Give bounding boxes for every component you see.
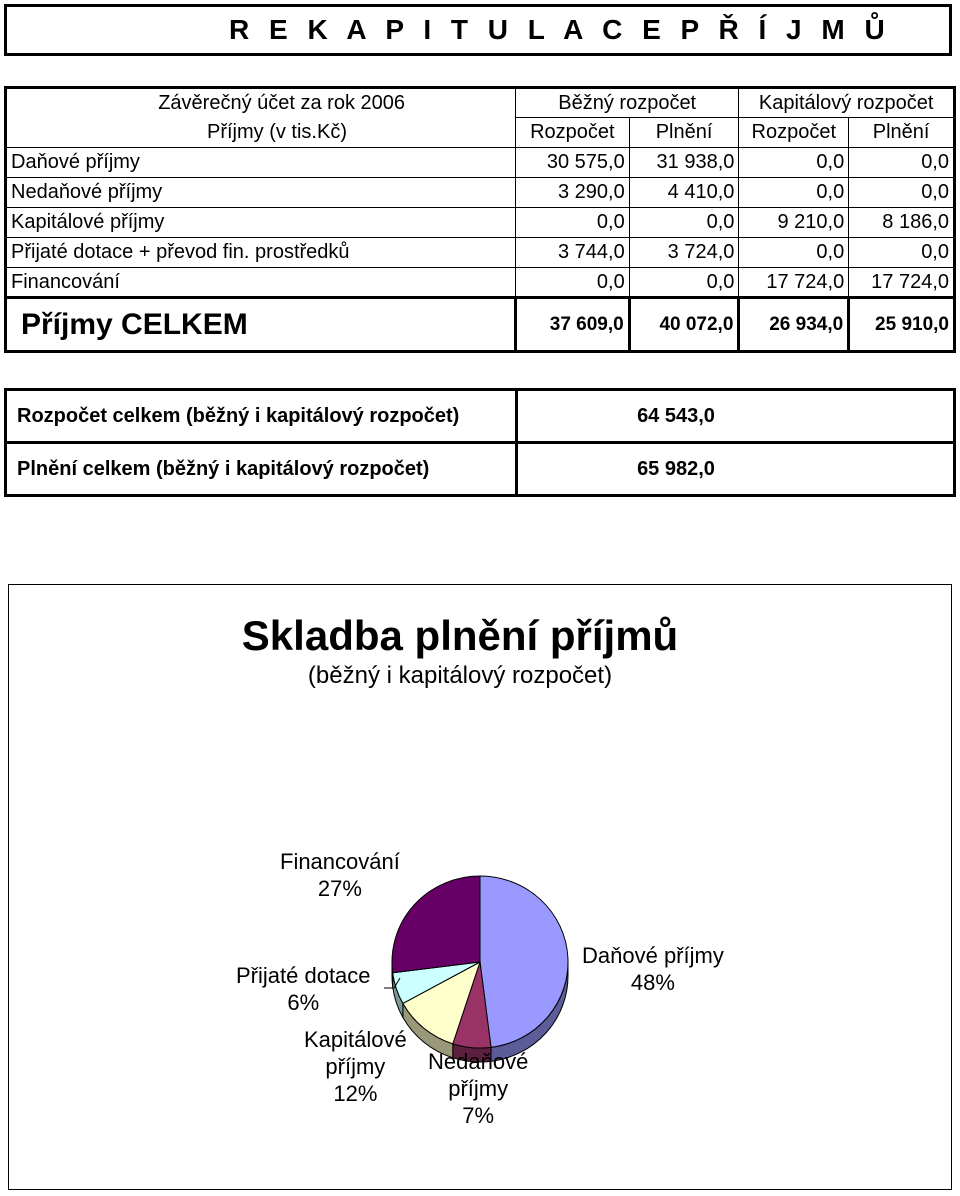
pie-label-text: Financování: [280, 849, 400, 874]
pie-label-percent: 27%: [317, 876, 362, 901]
total-value: 25 910,0: [849, 298, 955, 352]
col-plneni-kapitalovy: Plnění: [849, 118, 955, 148]
col-rozpocet-kapitalovy: Rozpočet: [739, 118, 849, 148]
cell-value: 0,0: [516, 268, 630, 298]
col-plneni-bezny: Plnění: [629, 118, 739, 148]
pie-label-text: Kapitálové: [304, 1027, 407, 1052]
cell-value: 0,0: [629, 208, 739, 238]
pie-label-text: Daňové příjmy: [582, 943, 724, 968]
header-bezny-rozpocet: Běžný rozpočet: [516, 88, 739, 118]
total-value: 37 609,0: [516, 298, 630, 352]
pie-label-text: příjmy: [448, 1076, 509, 1101]
row-label: Daňové příjmy: [6, 148, 516, 178]
cell-value: 0,0: [739, 148, 849, 178]
cell-value: 9 210,0: [739, 208, 849, 238]
pie-label-text: příjmy: [325, 1054, 386, 1079]
pie-slice: [392, 876, 480, 973]
cell-value: 0,0: [739, 178, 849, 208]
header-kapitalovy-rozpocet: Kapitálový rozpočet: [739, 88, 955, 118]
row-label: Financování: [6, 268, 516, 298]
cell-value: 0,0: [516, 208, 630, 238]
pie-label-nedanove: [428, 1048, 528, 1129]
chart-title: Skladba plnění příjmů: [241, 612, 679, 659]
total-value: 26 934,0: [739, 298, 849, 352]
cell-value: 8 186,0: [849, 208, 955, 238]
cell-value: 17 724,0: [849, 268, 955, 298]
page-title: R E K A P I T U L A C E P Ř Í J M Ů: [4, 4, 952, 56]
pie-label-danove: [582, 942, 724, 996]
row-label: Přijaté dotace + převod fin. prostředků: [6, 238, 516, 268]
pie-label-financovani: [280, 848, 400, 902]
pie-label-text: Přijaté dotace: [236, 963, 371, 988]
cell-value: 3 724,0: [629, 238, 739, 268]
header-units: Příjmy (v tis.Kč): [6, 118, 516, 148]
summary-value: 64 543,0: [517, 390, 955, 443]
summary-label: Rozpočet celkem (běžný i kapitálový rozpočet): [6, 390, 517, 443]
pie-label-kapitalove: [304, 1026, 407, 1107]
cell-value: 0,0: [629, 268, 739, 298]
pie-label-percent: 12%: [333, 1081, 378, 1106]
cell-value: 30 575,0: [516, 148, 630, 178]
pie-label-percent: 48%: [630, 970, 675, 995]
row-label: Kapitálové příjmy: [6, 208, 516, 238]
pie-label-percent: 6%: [287, 990, 320, 1015]
cell-value: 31 938,0: [629, 148, 739, 178]
cell-value: 0,0: [849, 148, 955, 178]
header-label: Závěrečný účet za rok 2006: [6, 88, 516, 118]
cell-value: 3 744,0: [516, 238, 630, 268]
total-label: Příjmy CELKEM: [6, 298, 516, 352]
cell-value: 4 410,0: [629, 178, 739, 208]
summary-label: Plnění celkem (běžný i kapitálový rozpočet): [6, 443, 517, 496]
row-label: Nedaňové příjmy: [6, 178, 516, 208]
total-value: 40 072,0: [629, 298, 739, 352]
cell-value: 0,0: [849, 178, 955, 208]
cell-value: 0,0: [849, 238, 955, 268]
summary-value: 65 982,0: [517, 443, 955, 496]
chart-subtitle: (běžný i kapitálový rozpočet): [307, 662, 613, 689]
cell-value: 3 290,0: [516, 178, 630, 208]
cell-value: 17 724,0: [739, 268, 849, 298]
cell-value: 0,0: [739, 238, 849, 268]
pie-label-dotace: [236, 962, 371, 1016]
pie-label-percent: 7%: [462, 1103, 495, 1128]
pie-label-text: Nedaňové: [428, 1049, 529, 1074]
col-rozpocet-bezny: Rozpočet: [516, 118, 630, 148]
